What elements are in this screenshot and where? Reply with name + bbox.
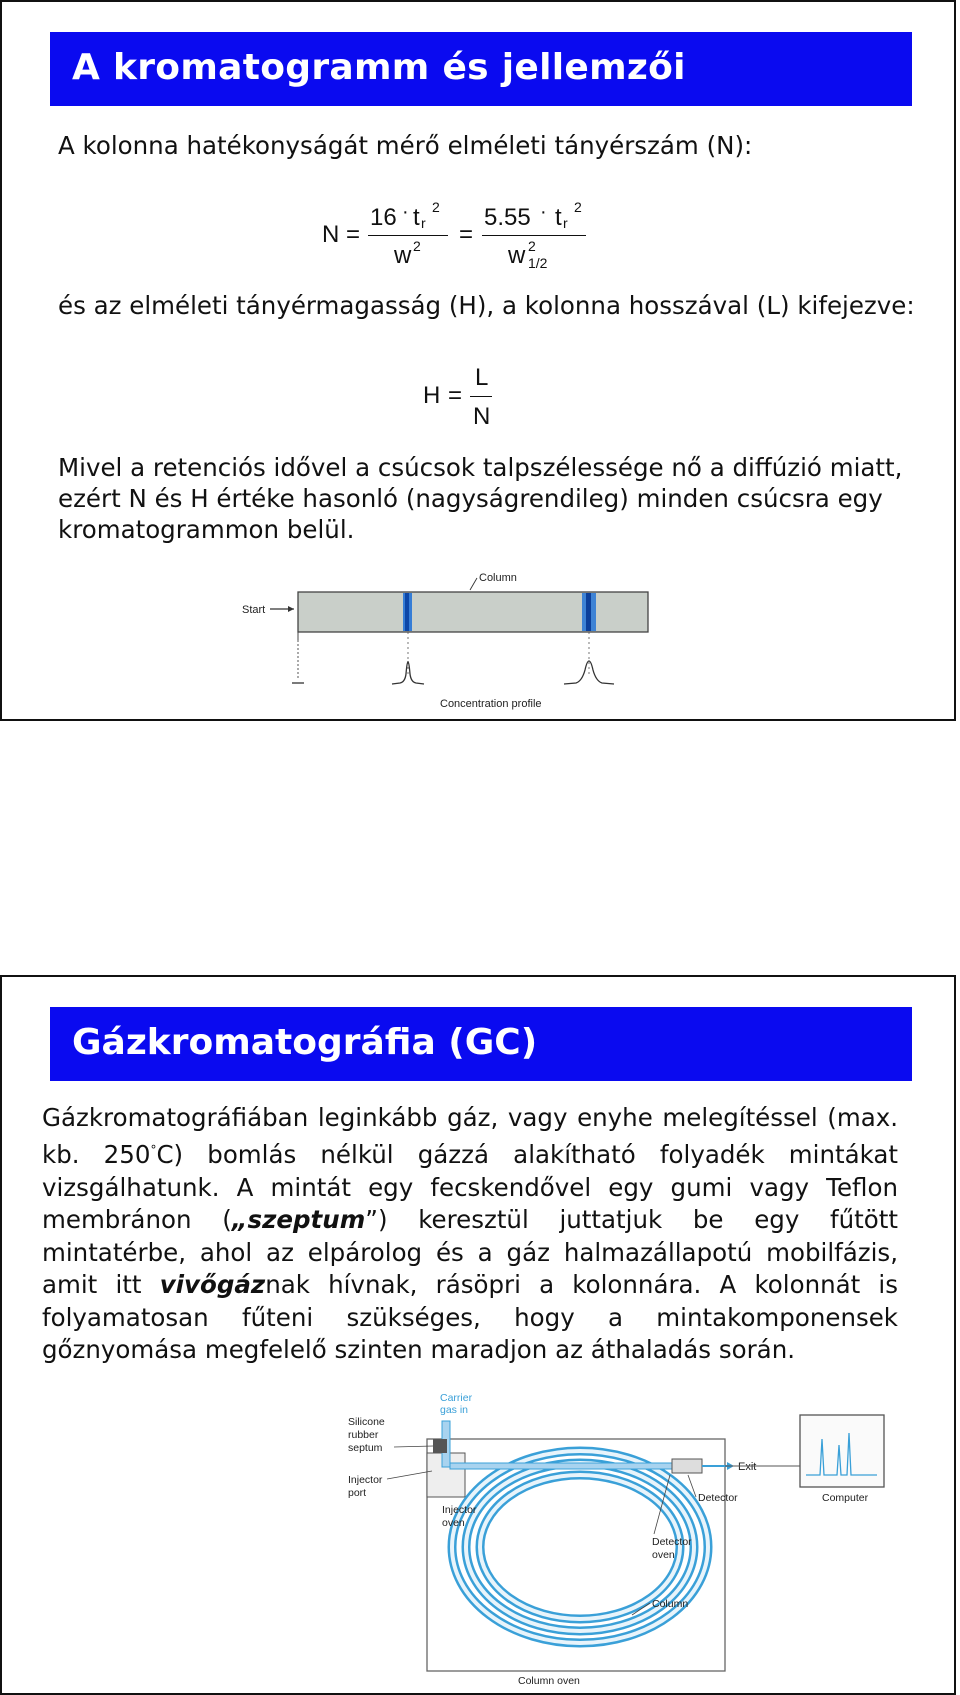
detector-box [672,1459,702,1473]
formula-h-den: N [473,403,491,430]
injector-oven-label-2: oven [442,1517,465,1529]
detector-oven-label-1: Detector [652,1536,692,1548]
formula-h-num: L [475,364,489,391]
injector-port-label-1: Injector [348,1474,383,1486]
exit-label: Exit [738,1461,757,1473]
column-label: Column [479,572,517,584]
slide-title: A kromatogramm és jellemzői [50,32,912,106]
formula-den1-sup: 2 [413,238,421,254]
intro-text: A kolonna hatékonyságát mérő elméleti tányérszám (N): [58,131,753,160]
computer-label: Computer [822,1492,869,1504]
formula-num2-sup: 2 [574,199,582,215]
formula-plate-number: N = 16 · t r 2 w 2 = 5.55 · t r 2 w 2 1/2 [2,2,958,302]
septum-label-3: septum [348,1442,383,1454]
formula-num1-sup: 2 [432,199,440,215]
formula-eq-sign-2: = [459,221,474,248]
column-oven-label: Column oven [518,1675,580,1685]
gc-text-part-2: C) bomlás nélkül gázzá alakítható folyadék mintákat vizsgálhatunk. A mintát egy fecskendővel egy gumi vagy Teflon membránon ( [42,1140,898,1235]
gc-text-part-1: Gázkromatográfiában leginkább gáz, vagy enyhe melegítéssel (max. kb. 250 [42,1103,898,1170]
formula-num2-sub: r [563,215,568,231]
formula-h-lhs: H [423,382,441,409]
formula-num2-coef: 5.55 [484,204,531,231]
term-vivogaz: vivőgáz [159,1270,266,1300]
formula-plate-height [2,2,958,442]
injector-oven-label-1: Injector [442,1504,477,1516]
formula-num1-coef: 16 [370,204,397,231]
formula-den2-sub: 1/2 [528,255,548,271]
detector-label: Detector [698,1492,738,1504]
detector-oven-label-2: oven [652,1549,675,1561]
column-band-figure [232,564,682,714]
degree-sign: ° [150,1143,157,1158]
concentration-profile-label: Concentration profile [440,698,542,710]
formula-num2-t: t [555,204,562,231]
formula-den2-sup: 2 [528,238,536,254]
carrier-gas-label-1: Carrier [440,1392,473,1404]
slide-gas-chromatography [0,975,956,1695]
gc-text-part-3: ) keresztül juttatjuk be egy fűtött mintatérbe, ahol az elpárolog és a gáz halmazállapotú mobilfázis, amit itt [42,1205,898,1300]
septum [433,1439,447,1453]
formula-num1-sub: r [421,215,426,231]
carrier-gas-label-2: gas in [440,1404,469,1416]
quote-close: ” [365,1205,378,1235]
diffusion-text: Mivel a retenciós idővel a csúcsok talpszélessége nő a diffúzió miatt, ezért N és H értéke hasonló (nagyságrendileg) minden csúcsra egy kromatogrammon belül. [58,453,903,544]
quote-open: „ [231,1205,248,1235]
formula-n-lhs: N [322,221,340,248]
formula-den2: w [508,242,526,269]
gc-description [42,1102,898,1366]
computer-screen [800,1415,884,1487]
start-label: Start [242,604,266,616]
formula-eq-sign: = [346,221,361,248]
formula-den1: w [394,242,412,269]
formula-num1-t: t [413,204,420,231]
term-szeptum: szeptum [247,1205,366,1235]
septum-label-2: rubber [348,1429,379,1441]
column-label: Column [652,1598,689,1610]
gc-text-part-4: nak hívnak, rásöpri a kolonnára. A kolonnát is folyamatosan fűteni szükséges, hogy a mintakomponensek gőznyomása megfelelő szinten maradjon az áthaladás során. [42,1270,899,1364]
transfer-line [450,1463,690,1469]
formula-h-eq: = [448,382,463,409]
slide-title: Gázkromatográfia (GC) [50,1007,912,1081]
injector-port-label-2: port [348,1487,367,1499]
slide-chromatogram [0,0,956,721]
plate-height-text: és az elméleti tányérmagasság (H), a kolonna hosszával (L) kifejezve: [58,291,915,320]
gc-instrument-diagram [332,1389,892,1685]
septum-label-1: Silicone [348,1416,385,1428]
